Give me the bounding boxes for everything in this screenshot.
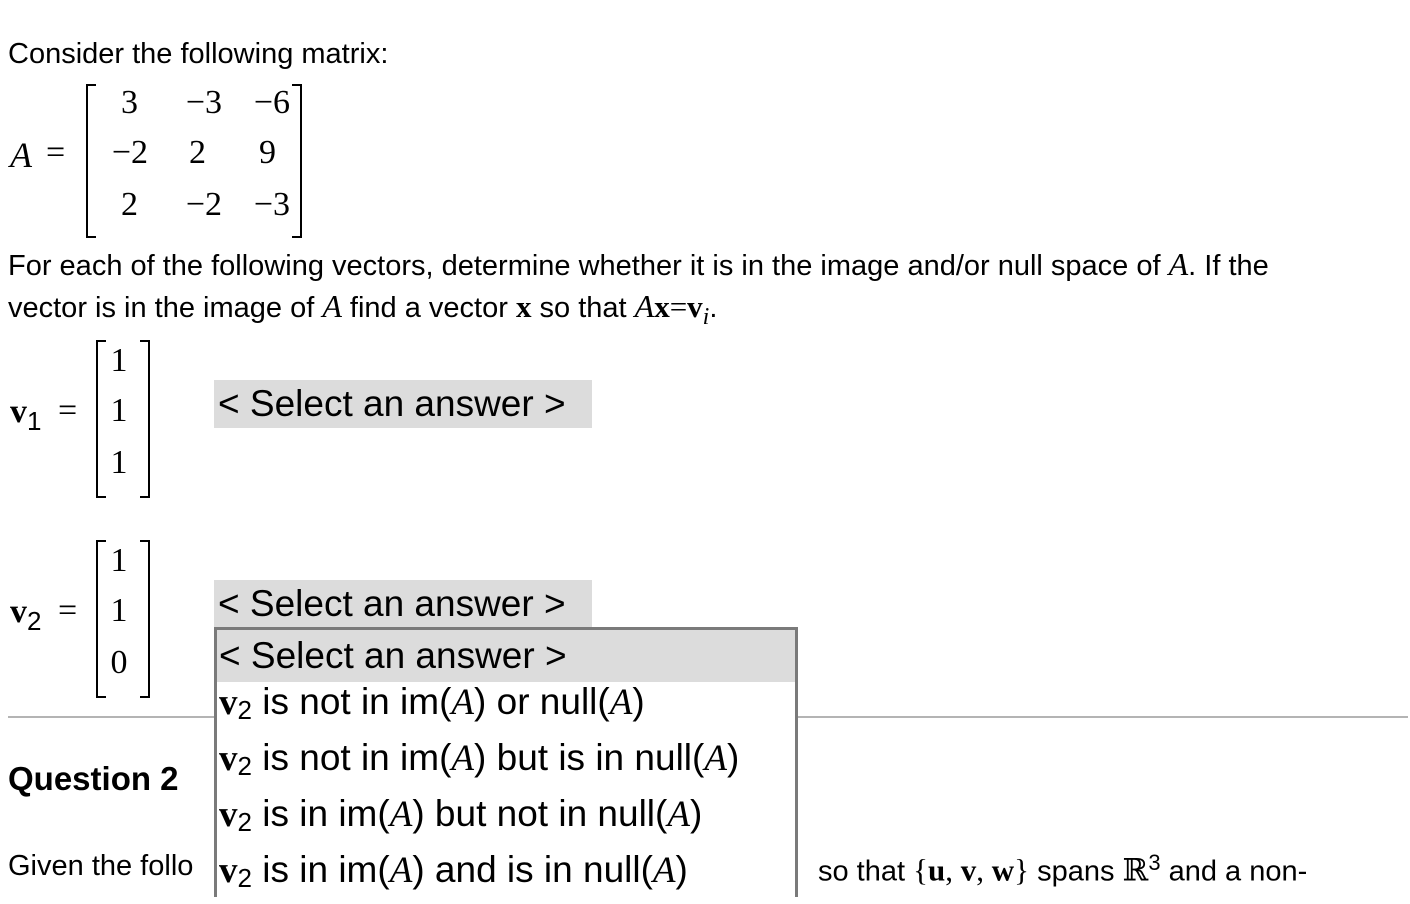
brace-open: {: [913, 852, 929, 888]
matrix-cell-1-2: 9: [259, 134, 276, 171]
vector-v1-cell-0: 1: [110, 342, 128, 379]
option-text: is not in im(: [251, 681, 452, 722]
option-sub: 2: [237, 807, 252, 837]
option-var-a: A: [451, 682, 475, 723]
matrix-cell-1-1: 2: [189, 134, 206, 171]
var-a: A: [634, 288, 655, 324]
var-w: w: [991, 852, 1015, 888]
vector-v2-cell-2: 0: [110, 644, 128, 681]
v2-answer-dropdown-list[interactable]: [214, 627, 798, 897]
equals-sign: =: [669, 289, 688, 324]
question-2-text: spans: [1029, 855, 1123, 888]
matrix-label: A: [10, 135, 32, 175]
option-text: is not in im(: [251, 737, 452, 778]
option-var-a: A: [704, 738, 727, 779]
option-var-v: v: [219, 794, 238, 835]
option-var-a: A: [389, 850, 413, 891]
option-text: is in im(: [251, 849, 390, 890]
intro-text: Consider the following matrix:: [8, 38, 389, 70]
dropdown-option-im-and-null[interactable]: [217, 844, 795, 896]
v1-answer-select[interactable]: < Select an answer >: [214, 380, 592, 428]
instructions-text: find a vector: [341, 292, 516, 324]
vector-v2-cell-1: 1: [110, 592, 128, 629]
vector-v1-cell-1: 1: [110, 392, 128, 429]
instructions-text: For each of the following vectors, determine whether it is in the image and/or null space of: [8, 250, 1169, 282]
vector-v1-name: v: [10, 393, 27, 430]
matrix-right-bracket: [292, 84, 302, 238]
var-u: u: [928, 852, 946, 888]
vector-v2-right-bracket: [140, 540, 150, 698]
comma: ,: [976, 852, 992, 888]
option-var-a: A: [652, 850, 676, 891]
vector-v1-label: [10, 392, 41, 437]
matrix-cell-2-1: −2: [185, 186, 222, 223]
v2-answer-select[interactable]: < Select an answer >: [214, 580, 592, 628]
instructions-text: . If the: [1188, 250, 1269, 282]
instructions-text: so that: [531, 292, 635, 324]
var-v: v: [960, 852, 977, 888]
reals-superscript: 3: [1148, 850, 1161, 875]
matrix-cell-0-1: −3: [185, 84, 222, 121]
dropdown-option-not-im-or-null[interactable]: [217, 676, 795, 728]
option-sub: 2: [237, 863, 252, 893]
option-var-a: A: [667, 794, 690, 835]
matrix-cell-2-0: 2: [121, 186, 138, 223]
vector-v2-equals: =: [58, 592, 78, 629]
matrix-cell-2-2: −3: [253, 186, 290, 223]
option-text: ): [726, 737, 740, 778]
vector-v2-cell-0: 1: [110, 542, 128, 579]
option-text: ): [675, 849, 688, 890]
instructions-line-2: [8, 288, 717, 331]
dropdown-option-im-not-null[interactable]: [217, 788, 795, 840]
option-sub: 2: [237, 695, 252, 725]
vector-v2-label: [10, 592, 41, 637]
option-var-a: A: [389, 794, 413, 835]
instructions-line-1: [8, 246, 1269, 283]
option-text: ) and is in null(: [412, 849, 653, 890]
question-2-text: and a non-: [1160, 855, 1308, 888]
vector-v1-equals: =: [58, 392, 78, 429]
option-var-a: A: [609, 682, 633, 723]
vector-v1-sub: 1: [27, 405, 42, 436]
option-sub: 2: [237, 751, 252, 781]
matrix-cell-1-0: −2: [111, 134, 148, 171]
brace-close: }: [1014, 852, 1030, 888]
var-x: x: [654, 289, 670, 324]
var-x: x: [515, 289, 532, 324]
var-a: A: [1168, 246, 1189, 282]
vector-v2-sub: 2: [27, 605, 42, 636]
option-text: ) but is in null(: [474, 737, 705, 778]
option-text: ): [689, 793, 703, 834]
matrix-cell-0-0: 3: [121, 84, 138, 121]
var-v: v: [687, 289, 703, 324]
option-var-a: A: [451, 738, 475, 779]
option-text: ) or null(: [474, 681, 610, 722]
vector-v1-cell-2: 1: [110, 444, 128, 481]
question-2-text-tail: [818, 850, 1307, 889]
option-var-v: v: [219, 850, 238, 891]
dropdown-option-not-im-but-null[interactable]: [217, 732, 795, 784]
option-text: ) but not in null(: [412, 793, 668, 834]
question-2-text: so that: [818, 855, 914, 888]
dropdown-option-placeholder[interactable]: < Select an answer >: [217, 630, 795, 682]
question-2-heading: Question 2: [8, 760, 179, 797]
comma: ,: [945, 852, 961, 888]
reals-symbol: ℝ: [1122, 852, 1149, 888]
matrix-cell-0-2: −6: [253, 84, 290, 121]
matrix-equals: =: [46, 134, 66, 171]
matrix-left-bracket: [86, 84, 96, 238]
var-a: A: [322, 288, 342, 324]
vector-v1-right-bracket: [140, 340, 150, 498]
instructions-text: vector is in the image of: [8, 292, 323, 324]
vector-v2-name: v: [10, 593, 27, 630]
option-var-v: v: [219, 682, 238, 723]
option-text: ): [632, 681, 645, 722]
question-2-text-start: Given the follo: [8, 850, 194, 882]
instructions-text: .: [709, 292, 718, 324]
option-text: is in im(: [251, 793, 390, 834]
subscript-i: i: [702, 303, 710, 330]
option-var-v: v: [219, 738, 238, 779]
